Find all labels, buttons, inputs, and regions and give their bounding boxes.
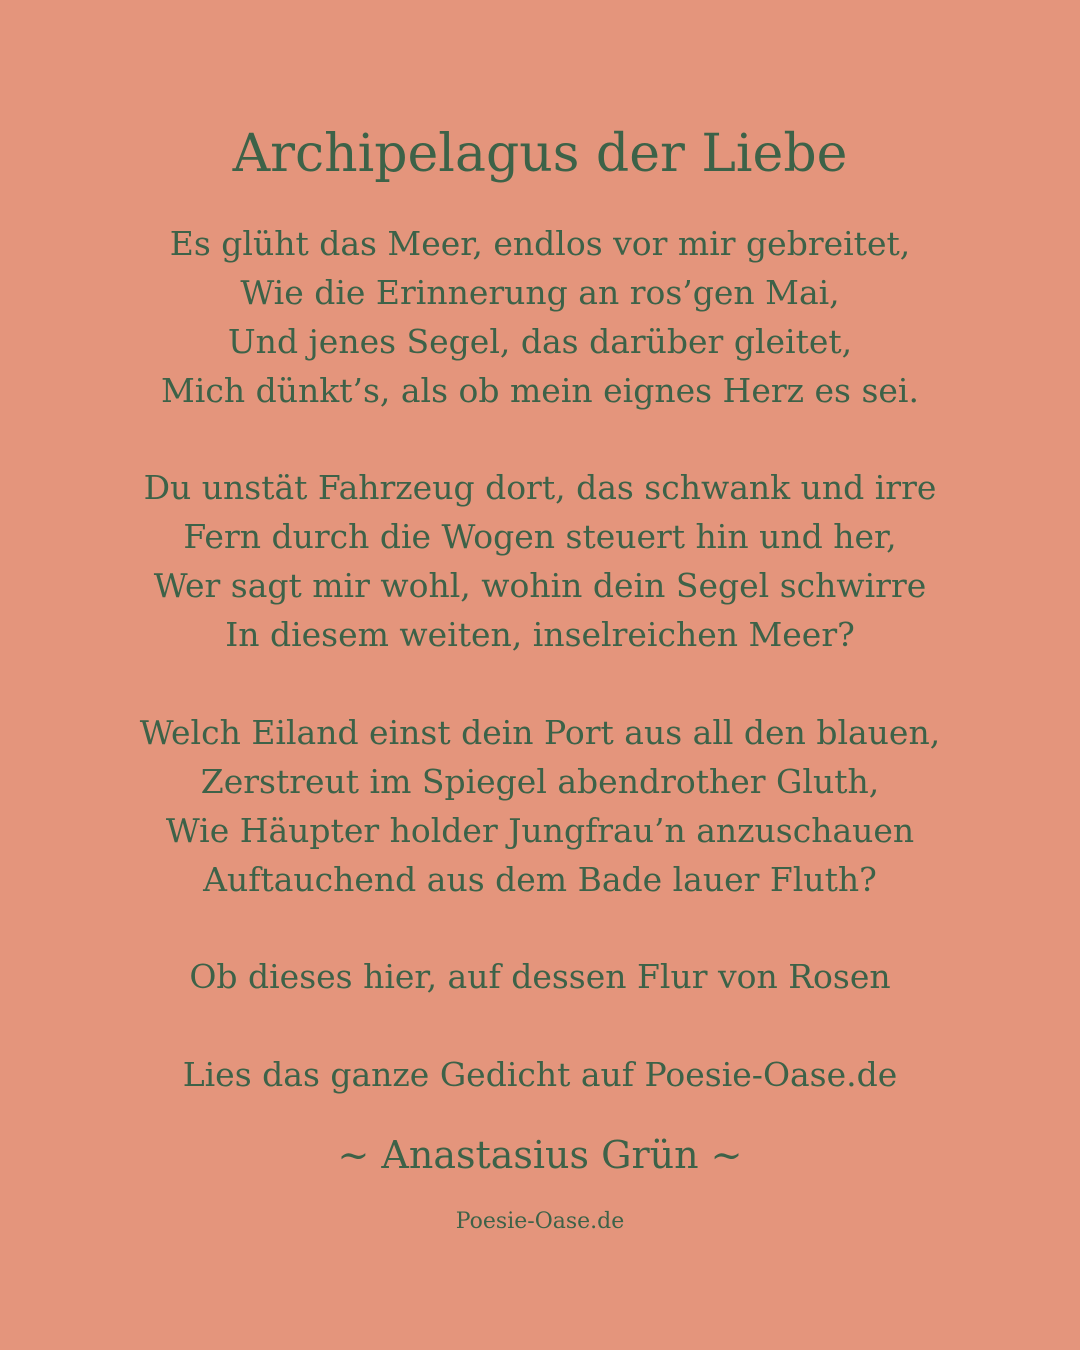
poem-line: In diesem weiten, inselreichen Meer? <box>225 615 855 654</box>
poem-line: Wer sagt mir wohl, wohin dein Segel schwirre <box>153 566 927 605</box>
stanza-3 <box>0 708 1080 904</box>
poem-line: Wie Häupter holder Jungfrau’n anzuschauen <box>165 811 915 850</box>
poem-line: Und jenes Segel, das darüber gleitet, <box>227 322 853 361</box>
poem-line: Mich dünkt’s, als ob mein eignes Herz es sei. <box>161 371 919 410</box>
poem-title: Archipelagus der Liebe <box>232 124 848 184</box>
poem-line: Zerstreut im Spiegel abendrother Gluth, <box>200 762 880 801</box>
stanza-4 <box>0 952 1080 1001</box>
poem-line: Fern durch die Wogen steuert hin und her, <box>183 517 897 556</box>
poem-line: Du unstät Fahrzeug dort, das schwank und irre <box>143 468 937 507</box>
poem-line: Auftauchend aus dem Bade lauer Fluth? <box>203 860 877 899</box>
read-full-poem-text: Lies das ganze Gedicht auf Poesie-Oase.de <box>182 1055 898 1094</box>
stanza-1 <box>0 219 1080 415</box>
poem-line: Wie die Erinnerung an ros’gen Mai, <box>240 273 840 312</box>
author-signature: ~ Anastasius Grün ~ <box>337 1133 743 1177</box>
poem-line: Welch Eiland einst dein Port aus all den blauen, <box>139 713 941 752</box>
site-watermark: Poesie-Oase.de <box>455 1209 625 1234</box>
stanza-2 <box>0 463 1080 659</box>
poem-line: Ob dieses hier, auf dessen Flur von Rosen <box>189 957 891 996</box>
poem-line: Es glüht das Meer, endlos vor mir gebreitet, <box>169 224 911 263</box>
